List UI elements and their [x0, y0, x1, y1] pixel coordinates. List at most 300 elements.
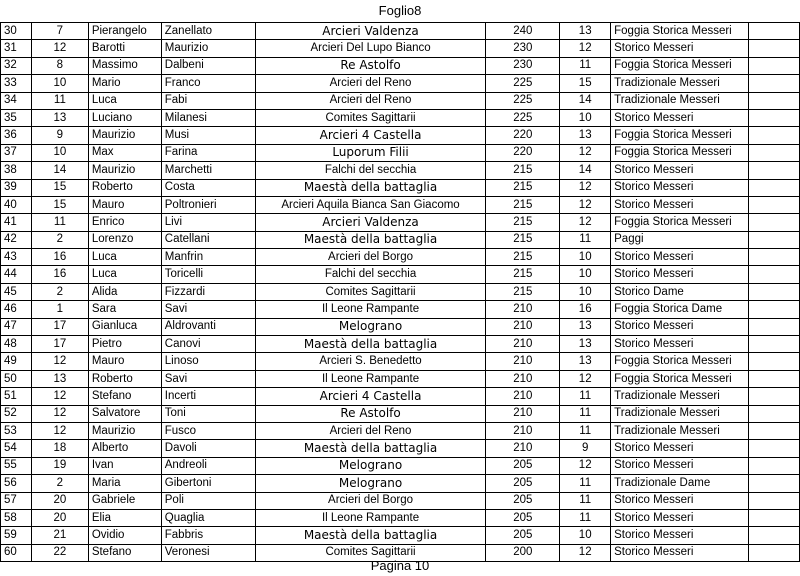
first-name-cell: Stefano: [88, 388, 161, 405]
category-cell: Storico Messeri: [611, 266, 749, 283]
club-cell: Il Leone Rampante: [255, 370, 486, 387]
count-cell: 16: [560, 301, 611, 318]
count-cell: 12: [560, 179, 611, 196]
category-cell: Tradizionale Messeri: [611, 388, 749, 405]
club-cell: Arcieri Valdenza: [255, 23, 486, 40]
first-name-cell: Roberto: [88, 370, 161, 387]
club-cell: Melograno: [255, 475, 486, 492]
row-number-cell: 45: [1, 283, 32, 300]
score-cell: 205: [486, 509, 560, 526]
category-cell: Storico Dame: [611, 283, 749, 300]
table-row: [1, 179, 800, 196]
club-cell: Arcieri Del Lupo Bianco: [255, 40, 486, 57]
table-row: [1, 301, 800, 318]
last-name-cell: Milanesi: [161, 109, 255, 126]
category-cell: Storico Messeri: [611, 318, 749, 335]
first-name-cell: Salvatore: [88, 405, 161, 422]
count-cell: 11: [560, 388, 611, 405]
athlete-number-cell: 16: [31, 266, 88, 283]
category-cell: Tradizionale Messeri: [611, 75, 749, 92]
last-name-cell: Toricelli: [161, 266, 255, 283]
count-cell: 10: [560, 283, 611, 300]
score-cell: 200: [486, 544, 560, 561]
athlete-number-cell: 18: [31, 440, 88, 457]
athlete-number-cell: 9: [31, 127, 88, 144]
athlete-number-cell: 17: [31, 336, 88, 353]
category-cell: Storico Messeri: [611, 162, 749, 179]
category-cell: Storico Messeri: [611, 40, 749, 57]
first-name-cell: Maurizio: [88, 127, 161, 144]
athlete-number-cell: 19: [31, 457, 88, 474]
last-name-cell: Veronesi: [161, 544, 255, 561]
empty-cell: [749, 422, 800, 439]
count-cell: 11: [560, 57, 611, 74]
empty-cell: [749, 318, 800, 335]
first-name-cell: Massimo: [88, 57, 161, 74]
score-cell: 210: [486, 318, 560, 335]
score-cell: 205: [486, 457, 560, 474]
empty-cell: [749, 92, 800, 109]
table-row: [1, 457, 800, 474]
empty-cell: [749, 509, 800, 526]
score-cell: 225: [486, 75, 560, 92]
table-body: [1, 23, 800, 562]
club-cell: Arcieri Aquila Bianca San Giacomo: [255, 196, 486, 213]
row-number-cell: 55: [1, 457, 32, 474]
row-number-cell: 35: [1, 109, 32, 126]
empty-cell: [749, 457, 800, 474]
count-cell: 13: [560, 336, 611, 353]
count-cell: 11: [560, 475, 611, 492]
score-cell: 225: [486, 109, 560, 126]
count-cell: 10: [560, 266, 611, 283]
table-row: [1, 127, 800, 144]
first-name-cell: Luca: [88, 92, 161, 109]
last-name-cell: Farina: [161, 144, 255, 161]
score-cell: 210: [486, 370, 560, 387]
score-cell: 215: [486, 283, 560, 300]
row-number-cell: 38: [1, 162, 32, 179]
category-cell: Tradizionale Messeri: [611, 422, 749, 439]
first-name-cell: Maurizio: [88, 422, 161, 439]
athlete-number-cell: 12: [31, 388, 88, 405]
score-cell: 215: [486, 266, 560, 283]
row-number-cell: 39: [1, 179, 32, 196]
score-cell: 210: [486, 440, 560, 457]
count-cell: 13: [560, 318, 611, 335]
club-cell: Arcieri del Reno: [255, 92, 486, 109]
table-row: [1, 40, 800, 57]
count-cell: 15: [560, 75, 611, 92]
last-name-cell: Aldrovanti: [161, 318, 255, 335]
last-name-cell: Catellani: [161, 231, 255, 248]
category-cell: Storico Messeri: [611, 179, 749, 196]
results-table: [0, 22, 800, 562]
row-number-cell: 53: [1, 422, 32, 439]
category-cell: Storico Messeri: [611, 196, 749, 213]
empty-cell: [749, 214, 800, 231]
last-name-cell: Zanellato: [161, 23, 255, 40]
table-row: [1, 388, 800, 405]
first-name-cell: Max: [88, 144, 161, 161]
score-cell: 215: [486, 214, 560, 231]
empty-cell: [749, 40, 800, 57]
sheet-title: Foglio8: [378, 3, 422, 18]
count-cell: 9: [560, 440, 611, 457]
club-cell: Maestà della battaglia: [255, 527, 486, 544]
table-row: [1, 422, 800, 439]
empty-cell: [749, 196, 800, 213]
row-number-cell: 59: [1, 527, 32, 544]
count-cell: 12: [560, 214, 611, 231]
category-cell: Foggia Storica Dame: [611, 301, 749, 318]
score-cell: 215: [486, 196, 560, 213]
first-name-cell: Enrico: [88, 214, 161, 231]
last-name-cell: Savi: [161, 370, 255, 387]
score-cell: 210: [486, 388, 560, 405]
count-cell: 10: [560, 109, 611, 126]
category-cell: Storico Messeri: [611, 509, 749, 526]
club-cell: Re Astolfo: [255, 405, 486, 422]
last-name-cell: Fabbris: [161, 527, 255, 544]
category-cell: Storico Messeri: [611, 544, 749, 561]
empty-cell: [749, 231, 800, 248]
athlete-number-cell: 15: [31, 196, 88, 213]
first-name-cell: Pierangelo: [88, 23, 161, 40]
last-name-cell: Andreoli: [161, 457, 255, 474]
last-name-cell: Costa: [161, 179, 255, 196]
club-cell: Arcieri del Borgo: [255, 492, 486, 509]
row-number-cell: 49: [1, 353, 32, 370]
club-cell: Maestà della battaglia: [255, 440, 486, 457]
empty-cell: [749, 266, 800, 283]
empty-cell: [749, 527, 800, 544]
club-cell: Falchi del secchia: [255, 266, 486, 283]
score-cell: 230: [486, 40, 560, 57]
count-cell: 11: [560, 231, 611, 248]
first-name-cell: Maria: [88, 475, 161, 492]
first-name-cell: Stefano: [88, 544, 161, 561]
count-cell: 11: [560, 405, 611, 422]
category-cell: Foggia Storica Messeri: [611, 23, 749, 40]
athlete-number-cell: 7: [31, 23, 88, 40]
page-footer: Pagina 10: [370, 558, 430, 573]
table-row: [1, 196, 800, 213]
row-number-cell: 41: [1, 214, 32, 231]
empty-cell: [749, 144, 800, 161]
count-cell: 12: [560, 196, 611, 213]
empty-cell: [749, 440, 800, 457]
last-name-cell: Musi: [161, 127, 255, 144]
first-name-cell: Gabriele: [88, 492, 161, 509]
count-cell: 12: [560, 144, 611, 161]
last-name-cell: Gibertoni: [161, 475, 255, 492]
count-cell: 11: [560, 509, 611, 526]
score-cell: 210: [486, 301, 560, 318]
empty-cell: [749, 249, 800, 266]
count-cell: 11: [560, 492, 611, 509]
club-cell: Re Astolfo: [255, 57, 486, 74]
first-name-cell: Elia: [88, 509, 161, 526]
empty-cell: [749, 475, 800, 492]
last-name-cell: Livi: [161, 214, 255, 231]
category-cell: Storico Messeri: [611, 440, 749, 457]
category-cell: Foggia Storica Messeri: [611, 57, 749, 74]
row-number-cell: 37: [1, 144, 32, 161]
club-cell: Arcieri Valdenza: [255, 214, 486, 231]
athlete-number-cell: 16: [31, 249, 88, 266]
first-name-cell: Alida: [88, 283, 161, 300]
table-row: [1, 353, 800, 370]
table-row: [1, 405, 800, 422]
row-number-cell: 43: [1, 249, 32, 266]
row-number-cell: 57: [1, 492, 32, 509]
row-number-cell: 50: [1, 370, 32, 387]
empty-cell: [749, 353, 800, 370]
last-name-cell: Davoli: [161, 440, 255, 457]
category-cell: Storico Messeri: [611, 336, 749, 353]
count-cell: 14: [560, 162, 611, 179]
empty-cell: [749, 162, 800, 179]
athlete-number-cell: 14: [31, 162, 88, 179]
athlete-number-cell: 20: [31, 492, 88, 509]
first-name-cell: Mauro: [88, 196, 161, 213]
empty-cell: [749, 283, 800, 300]
row-number-cell: 30: [1, 23, 32, 40]
row-number-cell: 42: [1, 231, 32, 248]
row-number-cell: 48: [1, 336, 32, 353]
club-cell: Arcieri del Reno: [255, 422, 486, 439]
empty-cell: [749, 388, 800, 405]
count-cell: 12: [560, 544, 611, 561]
row-number-cell: 31: [1, 40, 32, 57]
last-name-cell: Quaglia: [161, 509, 255, 526]
athlete-number-cell: 13: [31, 109, 88, 126]
first-name-cell: Alberto: [88, 440, 161, 457]
row-number-cell: 36: [1, 127, 32, 144]
table-row: [1, 440, 800, 457]
athlete-number-cell: 12: [31, 422, 88, 439]
first-name-cell: Ivan: [88, 457, 161, 474]
athlete-number-cell: 11: [31, 92, 88, 109]
athlete-number-cell: 22: [31, 544, 88, 561]
category-cell: Foggia Storica Messeri: [611, 214, 749, 231]
table-row: [1, 214, 800, 231]
last-name-cell: Fabi: [161, 92, 255, 109]
last-name-cell: Savi: [161, 301, 255, 318]
count-cell: 14: [560, 92, 611, 109]
last-name-cell: Incerti: [161, 388, 255, 405]
club-cell: Il Leone Rampante: [255, 509, 486, 526]
score-cell: 220: [486, 144, 560, 161]
table-row: [1, 109, 800, 126]
score-cell: 230: [486, 57, 560, 74]
athlete-number-cell: 10: [31, 75, 88, 92]
table-row: [1, 370, 800, 387]
score-cell: 210: [486, 336, 560, 353]
table-row: [1, 475, 800, 492]
category-cell: Storico Messeri: [611, 249, 749, 266]
table-row: [1, 75, 800, 92]
count-cell: 12: [560, 370, 611, 387]
category-cell: Storico Messeri: [611, 457, 749, 474]
score-cell: 205: [486, 475, 560, 492]
last-name-cell: Marchetti: [161, 162, 255, 179]
first-name-cell: Roberto: [88, 179, 161, 196]
athlete-number-cell: 21: [31, 527, 88, 544]
athlete-number-cell: 8: [31, 57, 88, 74]
table-row: [1, 162, 800, 179]
empty-cell: [749, 370, 800, 387]
score-cell: 210: [486, 422, 560, 439]
table-row: [1, 318, 800, 335]
score-cell: 205: [486, 492, 560, 509]
club-cell: Il Leone Rampante: [255, 301, 486, 318]
score-cell: 225: [486, 92, 560, 109]
row-number-cell: 44: [1, 266, 32, 283]
score-cell: 215: [486, 162, 560, 179]
club-cell: Comites Sagittarii: [255, 283, 486, 300]
club-cell: Comites Sagittarii: [255, 544, 486, 561]
count-cell: 11: [560, 422, 611, 439]
athlete-number-cell: 20: [31, 509, 88, 526]
row-number-cell: 56: [1, 475, 32, 492]
first-name-cell: Sara: [88, 301, 161, 318]
table-row: [1, 336, 800, 353]
first-name-cell: Mauro: [88, 353, 161, 370]
club-cell: Melograno: [255, 457, 486, 474]
first-name-cell: Maurizio: [88, 162, 161, 179]
last-name-cell: Maurizio: [161, 40, 255, 57]
athlete-number-cell: 12: [31, 353, 88, 370]
athlete-number-cell: 2: [31, 283, 88, 300]
table-row: [1, 92, 800, 109]
last-name-cell: Manfrin: [161, 249, 255, 266]
club-cell: Arcieri del Reno: [255, 75, 486, 92]
count-cell: 13: [560, 23, 611, 40]
last-name-cell: Poli: [161, 492, 255, 509]
first-name-cell: Luciano: [88, 109, 161, 126]
row-number-cell: 60: [1, 544, 32, 561]
count-cell: 13: [560, 127, 611, 144]
table-row: [1, 23, 800, 40]
row-number-cell: 51: [1, 388, 32, 405]
category-cell: Foggia Storica Messeri: [611, 370, 749, 387]
table-row: [1, 57, 800, 74]
row-number-cell: 47: [1, 318, 32, 335]
row-number-cell: 46: [1, 301, 32, 318]
athlete-number-cell: 17: [31, 318, 88, 335]
club-cell: Arcieri S. Benedetto: [255, 353, 486, 370]
table-row: [1, 266, 800, 283]
row-number-cell: 58: [1, 509, 32, 526]
athlete-number-cell: 10: [31, 144, 88, 161]
last-name-cell: Canovi: [161, 336, 255, 353]
first-name-cell: Luca: [88, 249, 161, 266]
score-cell: 205: [486, 527, 560, 544]
empty-cell: [749, 492, 800, 509]
club-cell: Arcieri 4 Castella: [255, 127, 486, 144]
score-cell: 215: [486, 249, 560, 266]
empty-cell: [749, 127, 800, 144]
first-name-cell: Mario: [88, 75, 161, 92]
table-row: [1, 249, 800, 266]
row-number-cell: 40: [1, 196, 32, 213]
count-cell: 12: [560, 40, 611, 57]
category-cell: Storico Messeri: [611, 109, 749, 126]
empty-cell: [749, 23, 800, 40]
row-number-cell: 32: [1, 57, 32, 74]
first-name-cell: Barotti: [88, 40, 161, 57]
club-cell: Maestà della battaglia: [255, 231, 486, 248]
category-cell: Storico Messeri: [611, 527, 749, 544]
count-cell: 13: [560, 353, 611, 370]
first-name-cell: Ovidio: [88, 527, 161, 544]
club-cell: Maestà della battaglia: [255, 179, 486, 196]
score-cell: 215: [486, 179, 560, 196]
score-cell: 240: [486, 23, 560, 40]
athlete-number-cell: 12: [31, 40, 88, 57]
last-name-cell: Toni: [161, 405, 255, 422]
club-cell: Arcieri del Borgo: [255, 249, 486, 266]
count-cell: 10: [560, 527, 611, 544]
row-number-cell: 34: [1, 92, 32, 109]
category-cell: Paggi: [611, 231, 749, 248]
club-cell: Comites Sagittarii: [255, 109, 486, 126]
category-cell: Tradizionale Messeri: [611, 405, 749, 422]
score-cell: 215: [486, 231, 560, 248]
athlete-number-cell: 2: [31, 475, 88, 492]
last-name-cell: Franco: [161, 75, 255, 92]
score-cell: 220: [486, 127, 560, 144]
category-cell: Storico Messeri: [611, 492, 749, 509]
empty-cell: [749, 57, 800, 74]
athlete-number-cell: 13: [31, 370, 88, 387]
count-cell: 12: [560, 457, 611, 474]
club-cell: Melograno: [255, 318, 486, 335]
category-cell: Foggia Storica Messeri: [611, 353, 749, 370]
row-number-cell: 54: [1, 440, 32, 457]
category-cell: Foggia Storica Messeri: [611, 144, 749, 161]
club-cell: Maestà della battaglia: [255, 336, 486, 353]
last-name-cell: Fizzardi: [161, 283, 255, 300]
score-cell: 210: [486, 353, 560, 370]
athlete-number-cell: 2: [31, 231, 88, 248]
empty-cell: [749, 336, 800, 353]
category-cell: Foggia Storica Messeri: [611, 127, 749, 144]
club-cell: Falchi del secchia: [255, 162, 486, 179]
category-cell: Tradizionale Dame: [611, 475, 749, 492]
row-number-cell: 52: [1, 405, 32, 422]
category-cell: Tradizionale Messeri: [611, 92, 749, 109]
table-row: [1, 527, 800, 544]
first-name-cell: Gianluca: [88, 318, 161, 335]
last-name-cell: Fusco: [161, 422, 255, 439]
empty-cell: [749, 109, 800, 126]
table-row: [1, 231, 800, 248]
first-name-cell: Pietro: [88, 336, 161, 353]
last-name-cell: Linoso: [161, 353, 255, 370]
club-cell: Luporum Filii: [255, 144, 486, 161]
table-row: [1, 144, 800, 161]
last-name-cell: Poltronieri: [161, 196, 255, 213]
athlete-number-cell: 15: [31, 179, 88, 196]
table-row: [1, 283, 800, 300]
athlete-number-cell: 11: [31, 214, 88, 231]
count-cell: 10: [560, 249, 611, 266]
club-cell: Arcieri 4 Castella: [255, 388, 486, 405]
empty-cell: [749, 405, 800, 422]
